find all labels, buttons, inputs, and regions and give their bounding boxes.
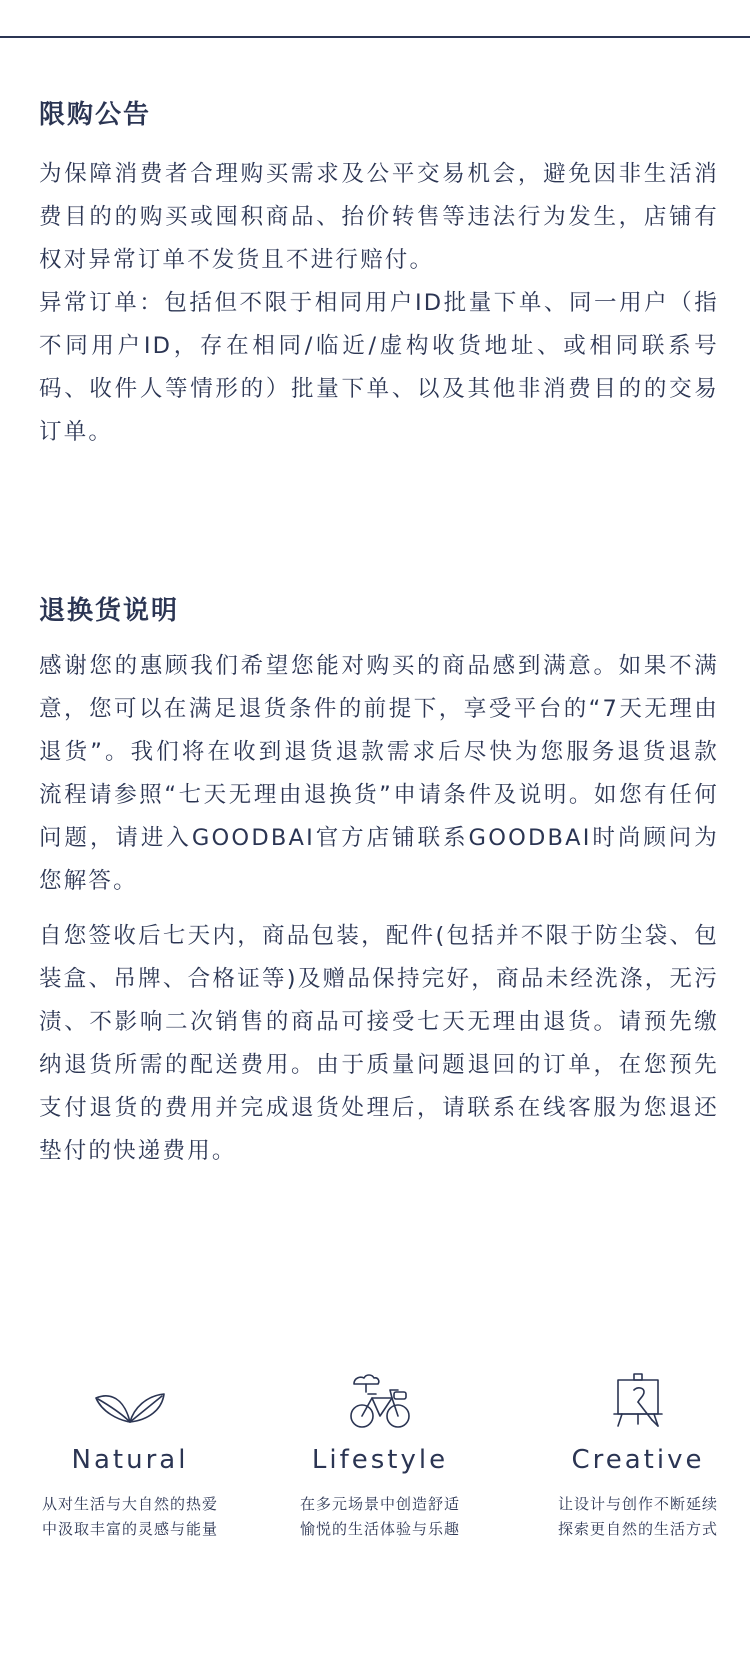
feature-desc-lifestyle xyxy=(260,1492,500,1542)
leaf-icon xyxy=(90,1368,170,1432)
feature-lifestyle xyxy=(260,1368,500,1542)
abnormal-order-paragraph: 异常订单：包括但不限于相同用户ID批量下单、同一用户（指不同用户ID，存在相同/临近/虚构收货地址、或相同联系号码、收件人等情形的）批量下单、以及其他非消费目的的交易订单。 xyxy=(39,290,719,445)
feature-title-natural: Natural xyxy=(71,1445,189,1475)
return-conditions-paragraph: 自您签收后七天内，商品包装，配件(包括并不限于防尘袋、包装盒、吊牌、合格证等)及赠品保持完好，商品未经洗涤，无污渍、不影响二次销售的商品可接受七天无理由退货。请预先缴纳退货所需的配送费用。由于质量问题退回的订单，在您预先支付退货的费用并完成退货处理后，请联系在线客服为您退还垫付的快递费用。 xyxy=(39,923,719,1164)
feature-desc-line: 愉悦的生活体验与乐趣 xyxy=(299,1520,460,1538)
purchase-limit-notice xyxy=(39,97,719,454)
feature-desc-line: 探索更自然的生活方式 xyxy=(557,1520,718,1538)
return-policy xyxy=(39,593,719,1173)
feature-desc-line: 让设计与创作不断延续 xyxy=(557,1495,718,1513)
feature-desc-line: 中汲取丰富的灵感与能量 xyxy=(41,1520,218,1538)
feature-desc-natural xyxy=(10,1492,250,1542)
feature-title-creative: Creative xyxy=(571,1445,705,1475)
top-divider xyxy=(0,36,750,38)
feature-desc-creative xyxy=(518,1492,750,1542)
section-title-return-policy: 退换货说明 xyxy=(39,596,180,626)
purchase-notice-paragraph: 为保障消费者合理购买需求及公平交易机会，避免因非生活消费目的的购买或囤积商品、抬价转售等违法行为发生，店铺有权对异常订单不发货且不进行赔付。 xyxy=(39,161,719,273)
feature-natural xyxy=(10,1368,250,1542)
section-title-purchase-notice: 限购公告 xyxy=(39,100,152,130)
feature-title-lifestyle: Lifestyle xyxy=(311,1445,449,1475)
bicycle-icon xyxy=(340,1368,420,1432)
return-policy-paragraph: 感谢您的惠顾我们希望您能对购买的商品感到满意。如果不满意，您可以在满足退货条件的前提下，享受平台的“7天无理由退货”。我们将在收到退货退款需求后尽快为您服务退货退款流程请参照“七天无理由退换货”申请条件及说明。如您有任何问题，请进入GOODBAI官方店铺联系GOODBAI时尚顾问为您解答。 xyxy=(39,653,719,894)
feature-desc-line: 从对生活与大自然的热爱 xyxy=(41,1495,218,1513)
easel-icon xyxy=(598,1368,678,1432)
feature-creative xyxy=(518,1368,750,1542)
feature-desc-line: 在多元场景中创造舒适 xyxy=(299,1495,460,1513)
